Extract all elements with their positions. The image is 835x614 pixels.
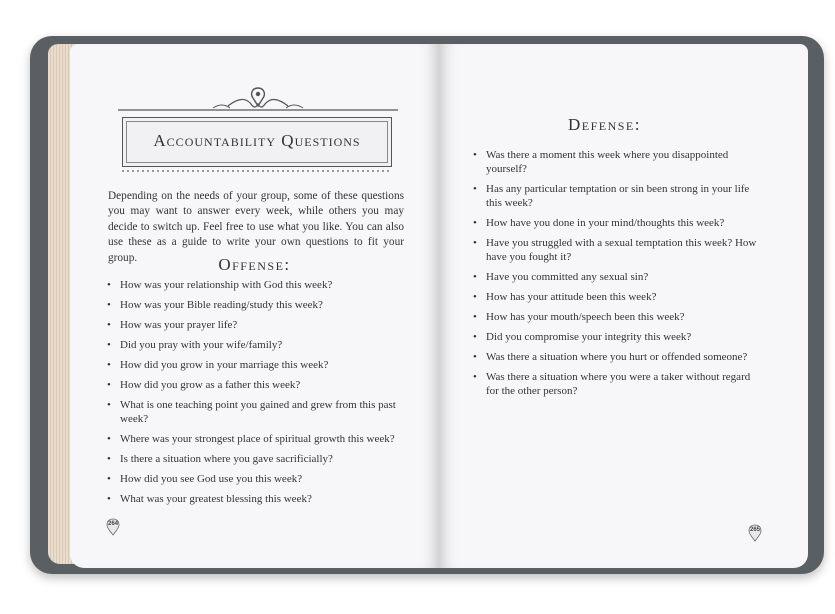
- list-item: • What is one teaching point you gained and grew from this past week?: [107, 398, 405, 426]
- list-item: • Has any particular temptation or sin been strong in your life this week?: [473, 182, 763, 210]
- list-item: • How was your Bible reading/study this week?: [107, 298, 405, 312]
- list-item: • How have you done in your mind/thoughts this week?: [473, 216, 763, 230]
- page-number-right: 265: [748, 524, 762, 542]
- page-title: Accountability Questions: [153, 131, 361, 150]
- list-item: • Did you pray with your wife/family?: [107, 338, 405, 352]
- list-item: • How has your mouth/speech been this week?: [473, 310, 763, 324]
- list-item: • How did you see God use you this week?: [107, 472, 405, 486]
- list-item: • How was your relationship with God this week?: [107, 278, 405, 292]
- defense-question-list: [473, 148, 763, 404]
- list-item: • Have you struggled with a sexual temptation this week? How have you fought it?: [473, 236, 763, 264]
- list-item: • How was your prayer life?: [107, 318, 405, 332]
- offense-question-list: [107, 278, 405, 512]
- left-page: [70, 44, 439, 568]
- right-page: [439, 44, 808, 568]
- list-item: • Was there a situation where you were a taker without regard for the other person?: [473, 370, 763, 398]
- list-item: • Was there a moment this week where you disappointed yourself?: [473, 148, 763, 176]
- list-item: • What was your greatest blessing this week?: [107, 492, 405, 506]
- intro-paragraph: Depending on the needs of your group, some of these questions you may want to answer every week, while others you may decide to switch up. Feel free to use what you like. You can also use these as a guide to write your own questions to fit your group.: [108, 190, 404, 264]
- list-item: • How has your attitude been this week?: [473, 290, 763, 304]
- title-plaque: [122, 117, 392, 167]
- page-number-left: 264: [106, 518, 120, 536]
- list-item: • Where was your strongest place of spiritual growth this week?: [107, 432, 405, 446]
- list-item: • Was there a situation where you hurt or offended someone?: [473, 350, 763, 364]
- dotted-divider: [122, 170, 390, 172]
- list-item: • How did you grow in your marriage this week?: [107, 358, 405, 372]
- list-item: • Is there a situation where you gave sacrificially?: [107, 452, 405, 466]
- list-item: • How did you grow as a father this week?: [107, 378, 405, 392]
- offense-heading: Offense:: [218, 255, 291, 274]
- defense-heading: Defense:: [567, 115, 641, 134]
- ornament-icon: [118, 84, 398, 114]
- list-item: • Have you committed any sexual sin?: [473, 270, 763, 284]
- list-item: • Did you compromise your integrity this week?: [473, 330, 763, 344]
